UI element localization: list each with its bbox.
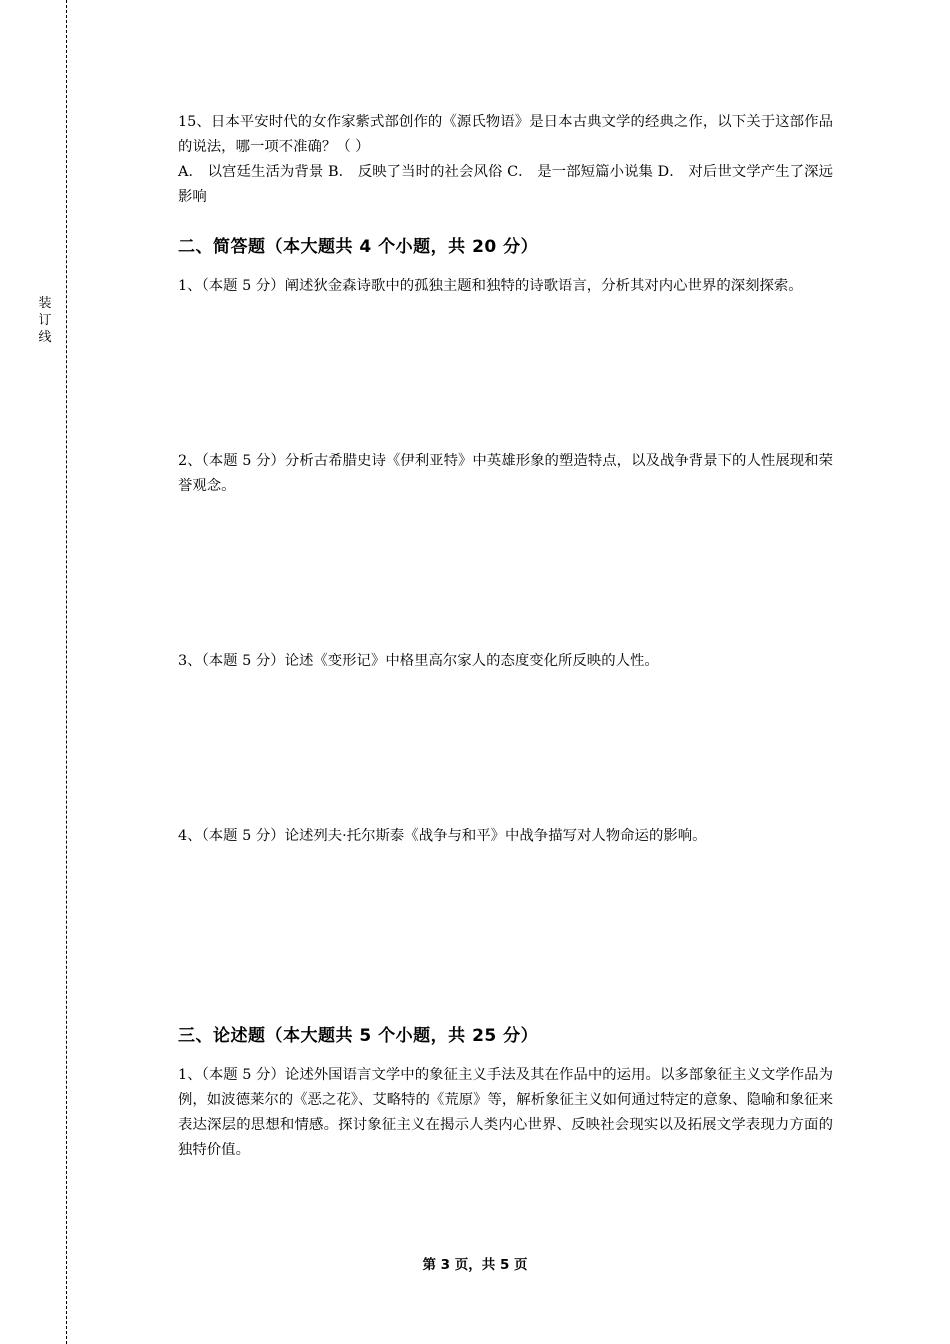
answer-space-3 [178, 674, 833, 824]
binding-dashed-line [66, 0, 67, 1344]
document-body [178, 110, 833, 1163]
short-answer-question-3: 3、（本题 5 分）论述《变形记》中格里高尔家人的态度变化所反映的人性。 [178, 653, 659, 669]
section-two-heading: 二、简答题（本大题共 4 个小题，共 20 分） [178, 237, 539, 257]
answer-space-4 [178, 849, 833, 999]
essay-question-1: 1、（本题 5 分）论述外国语言文学中的象征主义手法及其在作品中的运用。以多部象征主义文学作品为例，如波德莱尔的《恶之花》、艾略特的《荒原》等，解析象征主义如何通过特定的意象、隐喻和象征来表达深层的思想和情感。探讨象征主义在揭示人类内心世界、反映社会现实以及拓展文学表现力方面的独特价值。 [178, 1067, 833, 1158]
binding-seal-label [34, 295, 56, 346]
seal-char-3: 线 [38, 330, 52, 345]
answer-space-2 [178, 499, 833, 649]
seal-char-2: 订 [38, 313, 52, 328]
short-answer-question-2: 2、（本题 5 分）分析古希腊史诗《伊利亚特》中英雄形象的塑造特点，以及战争背景下的人性展现和荣誉观念。 [178, 453, 833, 494]
section-three-heading: 三、论述题（本大题共 5 个小题，共 25 分） [178, 1026, 539, 1046]
question-15-stem: 15、日本平安时代的女作家紫式部创作的《源氏物语》是日本古典文学的经典之作，以下关于这部作品的说法，哪一项不准确？（ ） [178, 114, 833, 155]
short-answer-question-4: 4、（本题 5 分）论述列夫·托尔斯泰《战争与和平》中战争描写对人物命运的影响。 [178, 828, 707, 844]
question-15-options: A． 以宫廷生活为背景 B． 反映了当时的社会风俗 C． 是一部短篇小说集 D． 对后世文学产生了深远影响 [178, 164, 833, 205]
answer-space-1 [178, 299, 833, 449]
short-answer-question-1: 1、（本题 5 分）阐述狄金森诗歌中的孤独主题和独特的诗歌语言，分析其对内心世界的深刻探索。 [178, 278, 803, 294]
page-footer: 第 3 页，共 5 页 [422, 1257, 528, 1273]
seal-char-1: 装 [38, 296, 52, 311]
